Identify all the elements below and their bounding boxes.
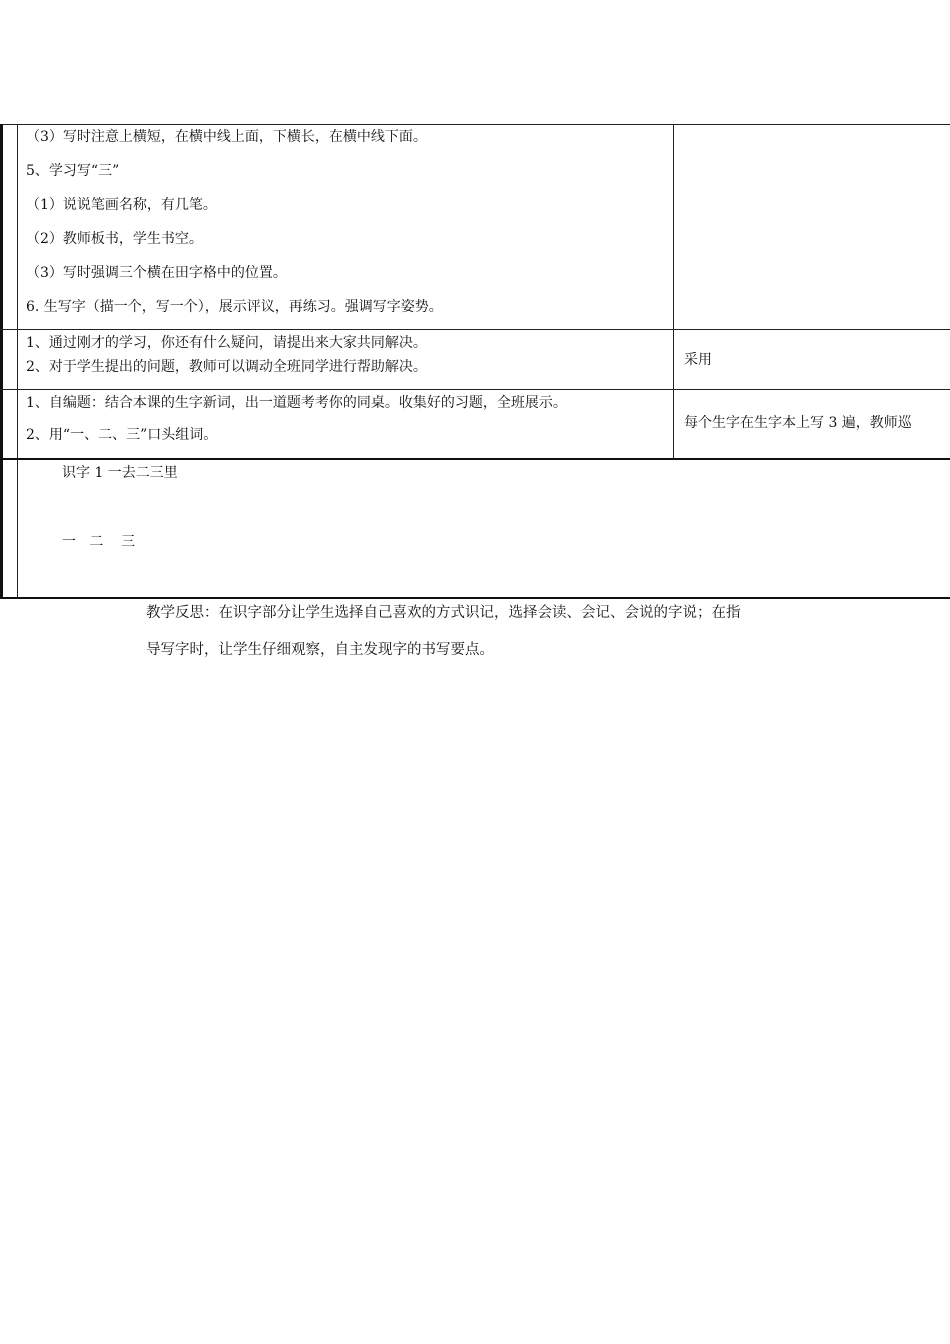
question-notes-text: 采用 <box>684 352 712 368</box>
practice-notes-cell <box>674 390 950 458</box>
board-design-cell <box>18 460 950 597</box>
table-row-board-design <box>0 460 950 599</box>
process-line-3: （1）说说笔画名称，有几笔。 <box>26 197 217 213</box>
practice-line-1: 1、自编题：结合本课的生字新词，出一道题考考你的同桌。收集好的习题，全班展示。 <box>26 395 567 411</box>
row-label-cell <box>0 460 18 597</box>
board-characters: 一 二 三 <box>62 534 136 550</box>
table-row-practice <box>0 390 950 460</box>
row-label-cell <box>0 330 18 389</box>
process-line-5: （3）写时强调三个横在田字格中的位置。 <box>26 265 287 281</box>
practice-notes-text: 每个生字在生字本上写 3 遍，教师巡 <box>684 415 912 431</box>
question-content-cell <box>18 330 674 389</box>
process-line-2: 5、学习写“三” <box>26 163 120 179</box>
process-line-1: （3）写时注意上横短，在横中线上面，下横长，在横中线下面。 <box>26 129 427 145</box>
question-line-1: 1、通过刚才的学习，你还有什么疑问，请提出来大家共同解决。 <box>26 335 427 351</box>
reflection-line-1: 教学反思：在识字部分让学生选择自己喜欢的方式识记，选择会读、会记、会说的字说；在指 <box>146 605 741 621</box>
question-line-2: 2、对于学生提出的问题，教师可以调动全班同学进行帮助解决。 <box>26 359 427 375</box>
process-content-cell <box>18 124 674 329</box>
row-label-cell <box>0 124 18 329</box>
row-label-cell <box>0 390 18 458</box>
process-notes-cell <box>674 124 950 329</box>
table-row-process <box>0 124 950 330</box>
lesson-table <box>0 124 950 599</box>
table-row-questions <box>0 330 950 390</box>
practice-content-cell <box>18 390 674 458</box>
practice-line-2: 2、用“一、二、三”口头组词。 <box>26 427 218 443</box>
reflection-line-2: 导写字时，让学生仔细观察，自主发现字的书写要点。 <box>146 642 494 658</box>
question-notes-cell <box>674 330 950 389</box>
process-line-6: 6. 生写字（描一个，写一个），展示评议，再练习。强调写字姿势。 <box>26 299 443 315</box>
board-title: 识字 1 一去二三里 <box>62 465 178 481</box>
process-line-4: （2）教师板书，学生书空。 <box>26 231 203 247</box>
